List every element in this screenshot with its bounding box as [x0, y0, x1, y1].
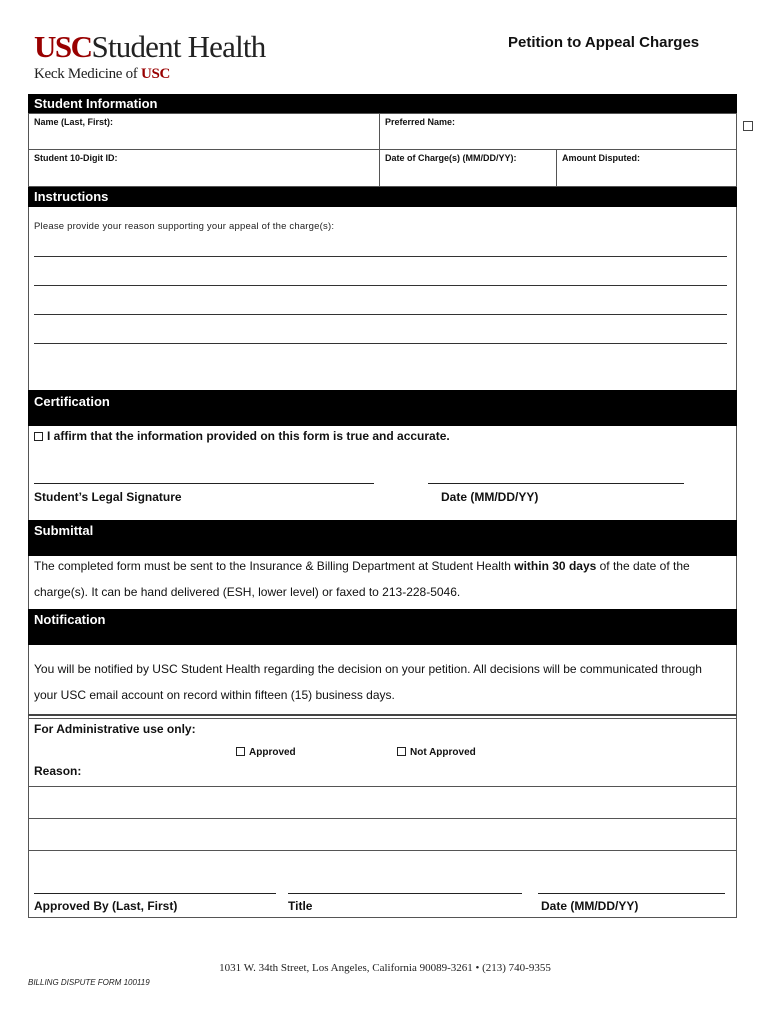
approved-by-line[interactable] — [34, 893, 276, 894]
approved-checkbox[interactable] — [236, 747, 245, 756]
preferred-name-label: Preferred Name: — [385, 117, 456, 127]
student-id-field[interactable] — [28, 149, 380, 187]
logo-student-health: Student Health — [91, 29, 266, 64]
section-header-instructions: Instructions — [28, 187, 737, 207]
logo-sub-usc: USC — [140, 66, 171, 82]
submittal-text-pre: The completed form must be sent to the Insurance & Billing Department at Student Health — [34, 559, 515, 573]
admin-date-label: Date (MM/DD/YY) — [541, 899, 639, 913]
charge-date-field[interactable] — [379, 149, 557, 187]
admin-heading: For Administrative use only: — [34, 722, 196, 736]
reason-line-1[interactable] — [34, 256, 727, 257]
section-header-submittal: Submittal — [28, 520, 737, 556]
admin-separator-bottom — [28, 718, 737, 719]
section-header-certification: Certification — [28, 390, 737, 426]
signature-line[interactable] — [34, 483, 374, 484]
admin-title-line[interactable] — [288, 893, 522, 894]
name-label: Name (Last, First): — [34, 117, 114, 127]
reason-row-1[interactable] — [28, 787, 737, 819]
amount-disputed-label: Amount Disputed: — [562, 153, 640, 163]
submittal-text — [34, 553, 724, 605]
name-field[interactable] — [28, 113, 380, 150]
logo-keck-medicine — [34, 66, 265, 83]
usc-student-health-logo — [34, 30, 265, 83]
preferred-name-field[interactable] — [379, 113, 737, 150]
logo-usc: USC — [34, 29, 92, 64]
amount-disputed-field[interactable] — [556, 149, 737, 187]
reason-line-2[interactable] — [34, 285, 727, 286]
approved-label: Approved — [249, 747, 296, 758]
certification-date-line[interactable] — [428, 483, 684, 484]
student-id-label: Student 10-Digit ID: — [34, 153, 118, 163]
reason-label: Reason: — [34, 764, 82, 778]
section-header-notification: Notification — [28, 609, 737, 645]
not-approved-option[interactable] — [397, 747, 476, 758]
approved-by-label: Approved By (Last, First) — [34, 899, 178, 913]
reason-row-2[interactable] — [28, 819, 737, 851]
affirm-checkbox[interactable] — [34, 432, 43, 441]
reason-line-4[interactable] — [34, 343, 727, 344]
footer-form-code: BILLING DISPUTE FORM 100119 — [28, 978, 150, 987]
admin-title-label: Title — [288, 899, 313, 913]
affirm-text: I affirm that the information provided on this form is true and accurate. — [47, 429, 450, 443]
document-title: Petition to Appeal Charges — [508, 34, 700, 51]
charge-date-label: Date of Charge(s) (MM/DD/YY): — [385, 153, 517, 163]
not-approved-checkbox[interactable] — [397, 747, 406, 756]
approved-option[interactable] — [236, 747, 296, 758]
footer-address: 1031 W. 34th Street, Los Angeles, California 90089-3261 • (213) 740-9355 — [219, 962, 551, 974]
notification-text: You will be notified by USC Student Health regarding the decision on your petition. All decisions will be communicated through your USC email account on record within fifteen (15) business days. — [34, 662, 702, 702]
logo-wordmark — [34, 30, 265, 64]
submittal-deadline: within 30 days — [514, 559, 597, 573]
instructions-prompt: Please provide your reason supporting your appeal of the charge(s): — [34, 221, 335, 232]
submittal-text-post: of the date of the charge(s). It can be hand delivered (ESH, lower level) or faxed to 213-228-5046. — [34, 559, 690, 599]
form-bottom-border — [28, 917, 737, 918]
admin-separator-top — [28, 714, 737, 716]
not-approved-label: Not Approved — [410, 747, 476, 758]
admin-date-line[interactable] — [538, 893, 725, 894]
section-header-student-information: Student Information — [28, 94, 737, 114]
reason-line-3[interactable] — [34, 314, 727, 315]
signature-label: Student’s Legal Signature — [34, 490, 182, 504]
logo-sub-prefix: Keck Medicine of — [34, 66, 141, 82]
certification-date-label: Date (MM/DD/YY) — [441, 490, 539, 504]
side-checkbox[interactable] — [743, 121, 753, 131]
affirm-statement — [34, 429, 450, 443]
